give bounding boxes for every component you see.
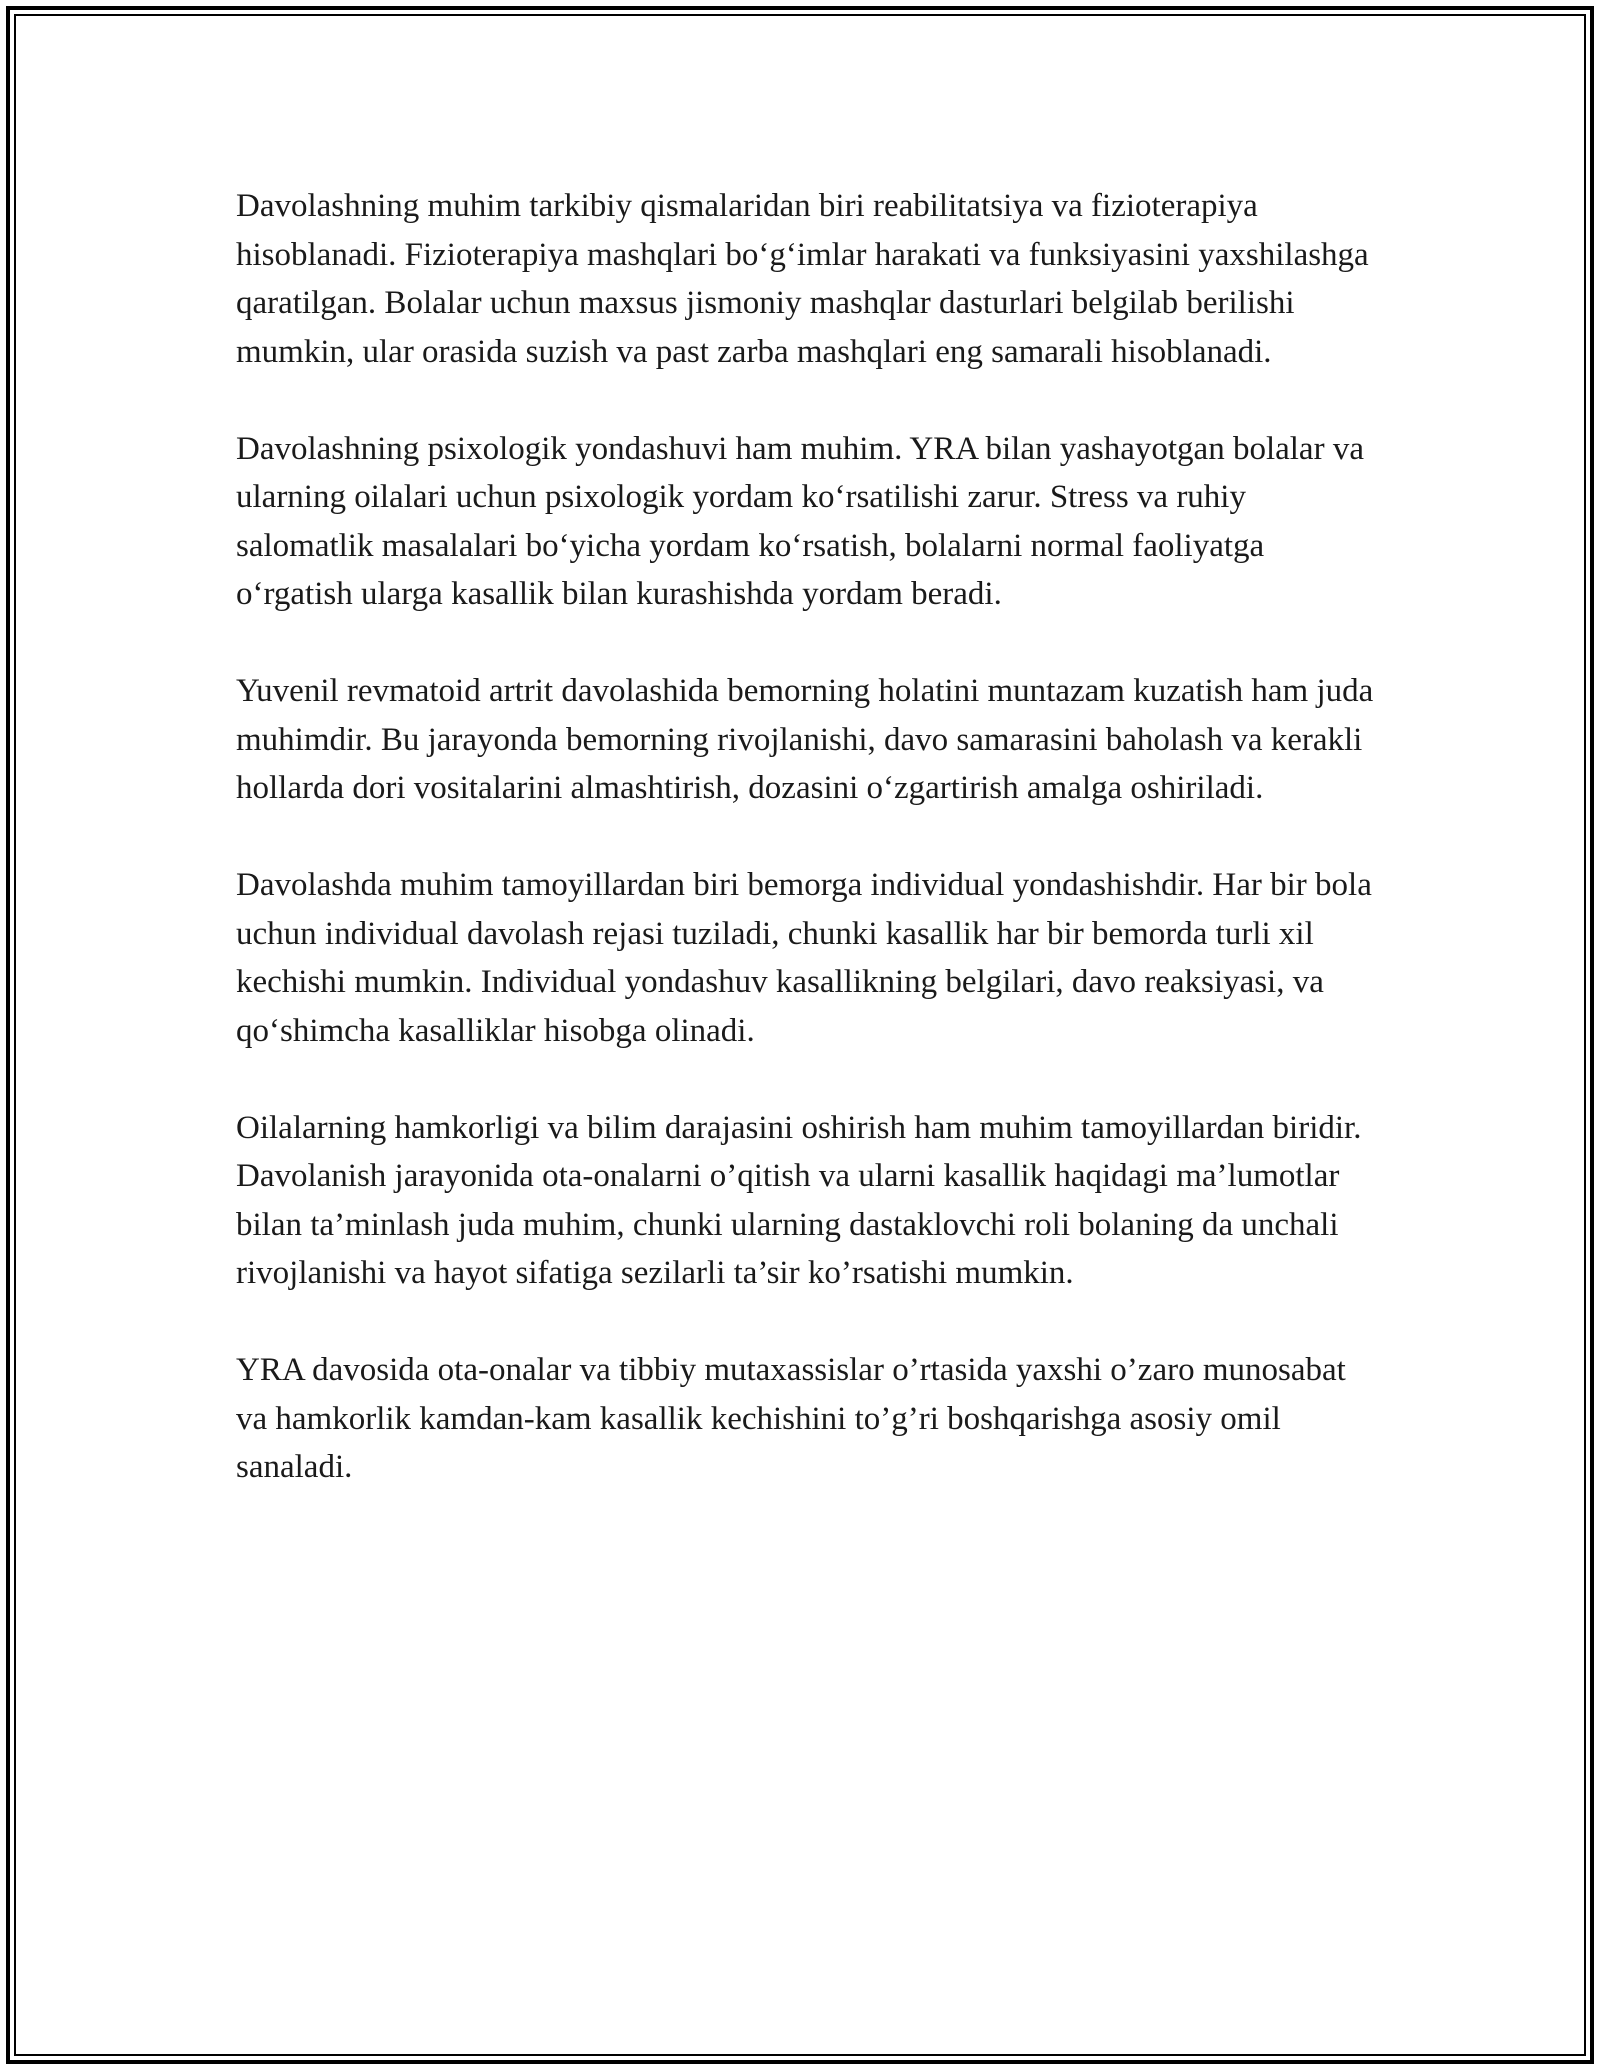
paragraph-family-cooperation: Oilalarning hamkorligi va bilim darajasini oshirish ham muhim tamoyillardan biridir. Davolanish jarayonida ota-onalarni o’qitish va ularni kasallik haqidagi ma’lumotlar bilan ta’minlash juda muhim, chunki ularning dastaklovchi roli bolaning da unchali rivojlanishi va hayot sifatiga sezilarli ta’sir ko’rsatishi mumkin. [236, 1109, 1362, 1291]
paragraph-parent-specialist-relationship: YRA davosida ota-onalar va tibbiy mutaxassislar o’rtasida yaxshi o’zaro munosabat va hamkorlik kamdan-kam kasallik kechishini to’g’ri boshqarishga asosiy omil sanaladi. [236, 1352, 1346, 1485]
document-body [236, 182, 1376, 1540]
paragraph-monitoring: Yuvenil revmatoid artrit davolashida bemorning holatini muntazam kuzatish ham juda muhimdir. Bu jarayonda bemorning rivojlanishi, davo samarasini baholash va kerakli hollarda dori vositalarini almashtirish, dozasini o‘zgartirish amalga oshiriladi. [236, 673, 1374, 806]
paragraph-individual-approach: Davolashda muhim tamoyillardan biri bemorga individual yondashishdir. Har bir bola uchun individual davolash rejasi tuziladi, chunki kasallik har bir bemorda turli xil kechishi mumkin. Individual yondashuv kasallikning belgilari, davo reaksiyasi, va qo‘shimcha kasalliklar hisobga olinadi. [236, 867, 1372, 1049]
paragraph-psychological-approach: Davolashning psixologik yondashuvi ham muhim. YRA bilan yashayotgan bolalar va ularning oilalari uchun psixologik yordam ko‘rsatilishi zarur. Stress va ruhiy salomatlik masalalari bo‘yicha yordam ko‘rsatish, bolalarni normal faoliyatga o‘rgatish ularga kasallik bilan kurashishda yordam beradi. [236, 430, 1364, 612]
paragraph-rehabilitation: Davolashning muhim tarkibiy qismalaridan biri reabilitatsiya va fizioterapiya hisoblanadi. Fizioterapiya mashqlari bo‘g‘imlar harakati va funksiyasini yaxshilashga qaratilgan. Bolalar uchun maxsus jismoniy mashqlar dasturlari belgilab berilishi mumkin, ular orasida suzish va past zarba mashqlari eng samarali hisoblanadi. [236, 188, 1369, 370]
